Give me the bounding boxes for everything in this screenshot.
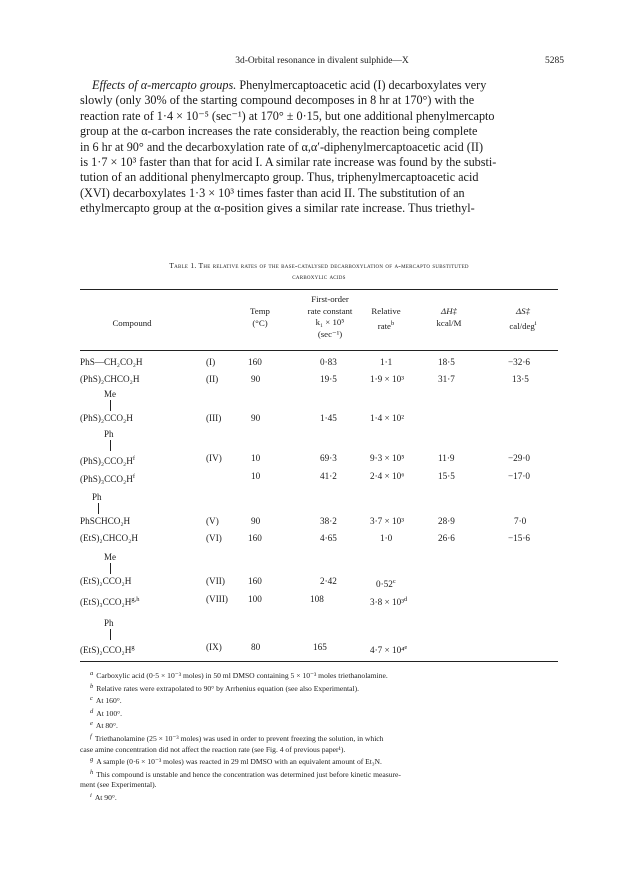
compound-cell: $(PhS)_2CCO_2H^f$ — [80, 455, 136, 466]
paragraph-line: ethylmercapto group at the α-position gives a similar rate increase. Thus triethyl- — [80, 201, 475, 216]
paragraph-line: in 6 hr at 90° and the decarboxylation rate of α,α′-diphenylmercaptoacetic acid (II) — [80, 139, 484, 154]
compound-id: (VII) — [206, 576, 225, 586]
compound-id: (IX) — [206, 642, 222, 652]
delta-h-cell: 26·6 — [438, 533, 455, 543]
substituent-label: Ph — [104, 429, 114, 439]
rate-constant-cell: 108 — [310, 594, 324, 604]
delta-s-cell: 13·5 — [512, 374, 529, 384]
bond-line — [110, 629, 111, 640]
bond-line — [110, 400, 111, 411]
table-footnotes — [80, 669, 558, 804]
compound-id: (VIII) — [206, 594, 228, 604]
delta-s-cell: 7·0 — [514, 516, 527, 526]
relative-rate-cell: 1·0 — [380, 533, 393, 543]
paragraph-line: slowly (only 30% of the starting compound decomposes in 8 hr at 170°) with the — [80, 93, 475, 108]
temp-cell: 100 — [248, 594, 262, 604]
delta-h-cell: 11·9 — [438, 453, 455, 463]
delta-h-cell: 15·5 — [438, 471, 455, 481]
rate-constant-cell: 0·83 — [320, 357, 337, 367]
bond-line — [110, 440, 111, 451]
compound-cell: PhS—CH₂CO₂H — [80, 357, 143, 367]
rate-constant-cell: 1·45 — [320, 413, 337, 423]
compound-cell: PhSCHCO₂H — [80, 516, 131, 526]
compound-cell: (EtS)₂CCO₂H — [80, 576, 132, 586]
substituent-label: Me — [104, 389, 116, 399]
temp-cell: 10 — [251, 471, 261, 481]
relative-rate-cell: $0\cdot 52^c$ — [376, 578, 396, 589]
compound-id: (I) — [206, 357, 216, 367]
bond-line — [98, 503, 99, 514]
relative-rate-cell: 1·9 × 10³ — [370, 374, 404, 384]
substituent-label: Ph — [104, 618, 114, 628]
col-header-delta-h: ΔH‡ kcal/M — [436, 306, 462, 328]
col-header-temp: Temp (°C) — [250, 306, 270, 328]
rate-constant-cell: 69·3 — [320, 453, 337, 463]
footnote-continuation: ment (see Experimental). — [80, 780, 157, 790]
footnote: a Carboxylic acid (0·5 × 10⁻³ moles) in 50 ml DMSO containing 5 × 10⁻³ moles triethanolamine. — [90, 670, 388, 680]
running-header — [80, 56, 564, 70]
paragraph-line: is 1·7 × 10³ faster than that for acid I. A similar rate increase was found by the substi- — [80, 155, 497, 170]
temp-cell: 90 — [251, 516, 261, 526]
page-number: 5285 — [545, 56, 564, 66]
table-header-rule — [80, 350, 558, 351]
paragraph-line: reaction rate of 1·4 × 10⁻⁵ (sec⁻¹) at 170° ± 0·15, but one additional phenylmercapto — [80, 108, 495, 123]
relative-rate-cell: 9·3 × 10⁵ — [370, 453, 405, 463]
substituent-label: Ph — [92, 492, 102, 502]
paragraph-line: tution of an additional phenylmercapto group. Thus, triphenylmercaptoacetic acid — [80, 170, 479, 185]
rate-constant-cell: 4·65 — [320, 533, 337, 543]
footnote: h This compound is unstable and hence the concentration was determined just before kinetic measure- — [90, 768, 401, 779]
paragraph-line: (XVI) decarboxylates 1·3 × 10³ times faster than acid II. The substitution of an — [80, 185, 465, 200]
table-caption-line: carboxylic acids — [292, 272, 346, 281]
delta-h-cell: 28·9 — [438, 516, 455, 526]
col-header-relative-rate: Relative rate$^b$ — [371, 306, 401, 331]
compound-cell: (PhS)₂CHCO₂H — [80, 374, 140, 384]
paragraph-line: group at the α-carbon increases the rate considerably, the reaction being complete — [80, 124, 478, 139]
rate-constant-cell: 165 — [313, 642, 327, 652]
footnote: i At 90°. — [90, 791, 117, 802]
bond-line — [110, 563, 111, 574]
temp-cell: 10 — [251, 453, 261, 463]
relative-rate-cell: 1·1 — [380, 357, 393, 367]
delta-s-cell: −29·0 — [508, 453, 531, 463]
relative-rate-cell: 3·7 × 10³ — [370, 516, 404, 526]
relative-rate-cell: 3·8 × 10³$^d$ — [370, 596, 408, 607]
footnote: b Relative rates were extrapolated to 90° by Arrhenius equation (see also Experimental). — [90, 682, 360, 693]
temp-cell: 90 — [251, 413, 261, 423]
compound-cell: (EtS)₂CHCO₂H — [80, 533, 138, 543]
compound-id: (III) — [206, 413, 222, 423]
footnote: c At 160°. — [90, 695, 122, 706]
substituent-label: Me — [104, 552, 116, 562]
running-title: 3d-Orbital resonance in divalent sulphide—X — [235, 56, 409, 66]
delta-h-cell: 31·7 — [438, 374, 455, 384]
temp-cell: 160 — [248, 357, 262, 367]
footnote: f Triethanolamine (25 × 10⁻³ moles) was used in order to prevent freezing the solution, in which — [90, 732, 384, 743]
relative-rate-cell: 1·4 × 10² — [370, 413, 404, 423]
delta-s-cell: −15·6 — [508, 533, 531, 543]
col-header-rate-constant: First-order rate constant k₁ × 10⁵ (sec⁻¹) — [307, 294, 353, 339]
rate-constant-cell: 19·5 — [320, 374, 337, 384]
compound-id: (VI) — [206, 533, 222, 543]
compound-id: (V) — [206, 516, 219, 526]
temp-cell: 80 — [251, 642, 261, 652]
compound-id: (II) — [206, 374, 219, 384]
table-bottom-rule — [80, 661, 558, 662]
paragraph-line: Effects of α-mercapto groups. Phenylmercaptoacetic acid (I) decarboxylates very — [92, 78, 487, 92]
rate-constant-cell: 41·2 — [320, 471, 337, 481]
compound-id: (IV) — [206, 453, 222, 463]
footnote-continuation: case amine concentration did not affect the reaction rate (see Fig. 4 of previous paper¹). — [80, 744, 346, 754]
footnote: d At 100°. — [90, 707, 123, 718]
temp-cell: 90 — [251, 374, 261, 384]
rate-constant-cell: 2·42 — [320, 576, 337, 586]
table-caption-line: Table 1. The relative rates of the base-catalysed decarboxylation of α-mercapto substituted — [169, 261, 469, 270]
table-top-rule — [80, 289, 558, 290]
delta-s-cell: −17·0 — [508, 471, 531, 481]
temp-cell: 160 — [248, 533, 262, 543]
delta-s-cell: −32·6 — [508, 357, 531, 367]
rate-constant-cell: 38·2 — [320, 516, 337, 526]
footnote: g A sample (0·6 × 10⁻³ moles) was reacted in 29 ml DMSO with an equivalent amount of Et₃N. — [90, 756, 382, 767]
footnote: e At 80°. — [90, 720, 118, 731]
compound-cell: $(PhS)_3CCO_2H^f$ — [80, 473, 136, 484]
delta-h-cell: 18·5 — [438, 357, 455, 367]
table-caption — [80, 260, 558, 282]
compound-cell: (PhS)₂CCO₂H — [80, 413, 133, 423]
relative-rate-cell: 2·4 × 10⁶ — [370, 471, 405, 481]
body-paragraph — [80, 78, 558, 217]
section-lead: Effects of α-mercapto groups. — [92, 78, 237, 92]
col-header-delta-s: ΔS‡ cal/deg$^i$ — [509, 306, 537, 331]
compound-cell: $(EtS)_2CCO_2H^g$ — [80, 644, 135, 655]
compound-cell: $(EtS)_3CCO_2H^{g,h}$ — [80, 596, 140, 607]
col-header-compound: Compound — [112, 318, 152, 328]
temp-cell: 160 — [248, 576, 262, 586]
relative-rate-cell: 4·7 × 10⁴$^e$ — [370, 644, 408, 655]
